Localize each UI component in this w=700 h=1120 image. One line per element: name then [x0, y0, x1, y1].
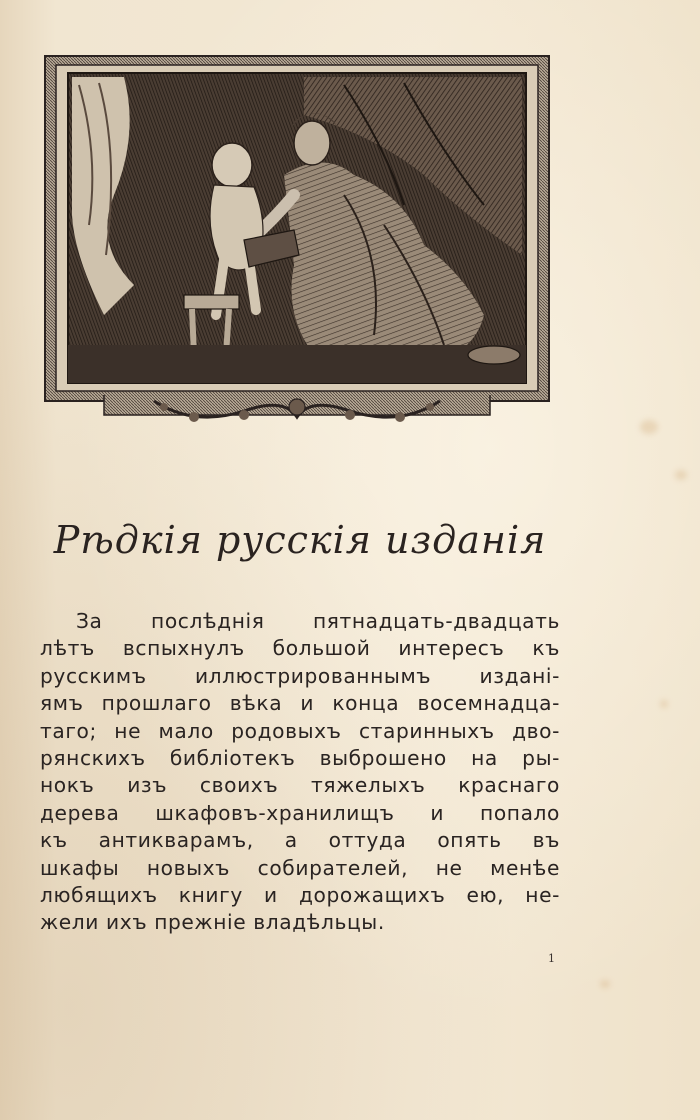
- text-line: рянскихъ библіотекъ выброшено на ры-: [40, 745, 560, 770]
- text-line: жели ихъ прежніе владѣльцы.: [40, 910, 385, 935]
- foxing-spot: [675, 470, 687, 480]
- engraving-image: [44, 55, 550, 450]
- text-line: лѣтъ вспыхнулъ большой интересъ къ: [40, 636, 560, 661]
- text-line: шкафы новыхъ собирателей, не менѣе: [40, 855, 560, 880]
- text-line: За послѣднія пятнадцать-двадцать: [76, 609, 560, 633]
- text-line: дерева шкафовъ-хранилищъ и попало: [40, 800, 560, 825]
- foxing-spot: [640, 420, 658, 434]
- text-line: къ антикварамъ, а оттуда опять въ: [40, 828, 560, 853]
- text-line: таго; не мало родовыхъ старинныхъ дво-: [40, 718, 560, 743]
- page-heading: Рѣдкія русскія изданія: [53, 518, 547, 562]
- text-line: любящихъ книгу и дорожащихъ ею, не-: [40, 882, 560, 907]
- text-line: нокъ изъ своихъ тяжелыхъ краснаго: [40, 773, 560, 798]
- foxing-spot: [660, 700, 668, 708]
- signature-mark: 1: [548, 952, 555, 965]
- text-line: ямъ прошлаго вѣка и конца восемнадца-: [40, 691, 560, 716]
- text-line: русскимъ иллюстрированнымъ издані-: [40, 663, 560, 688]
- foxing-spot: [600, 980, 610, 988]
- body-paragraph: [40, 608, 560, 937]
- engraved-vignette: [44, 55, 550, 450]
